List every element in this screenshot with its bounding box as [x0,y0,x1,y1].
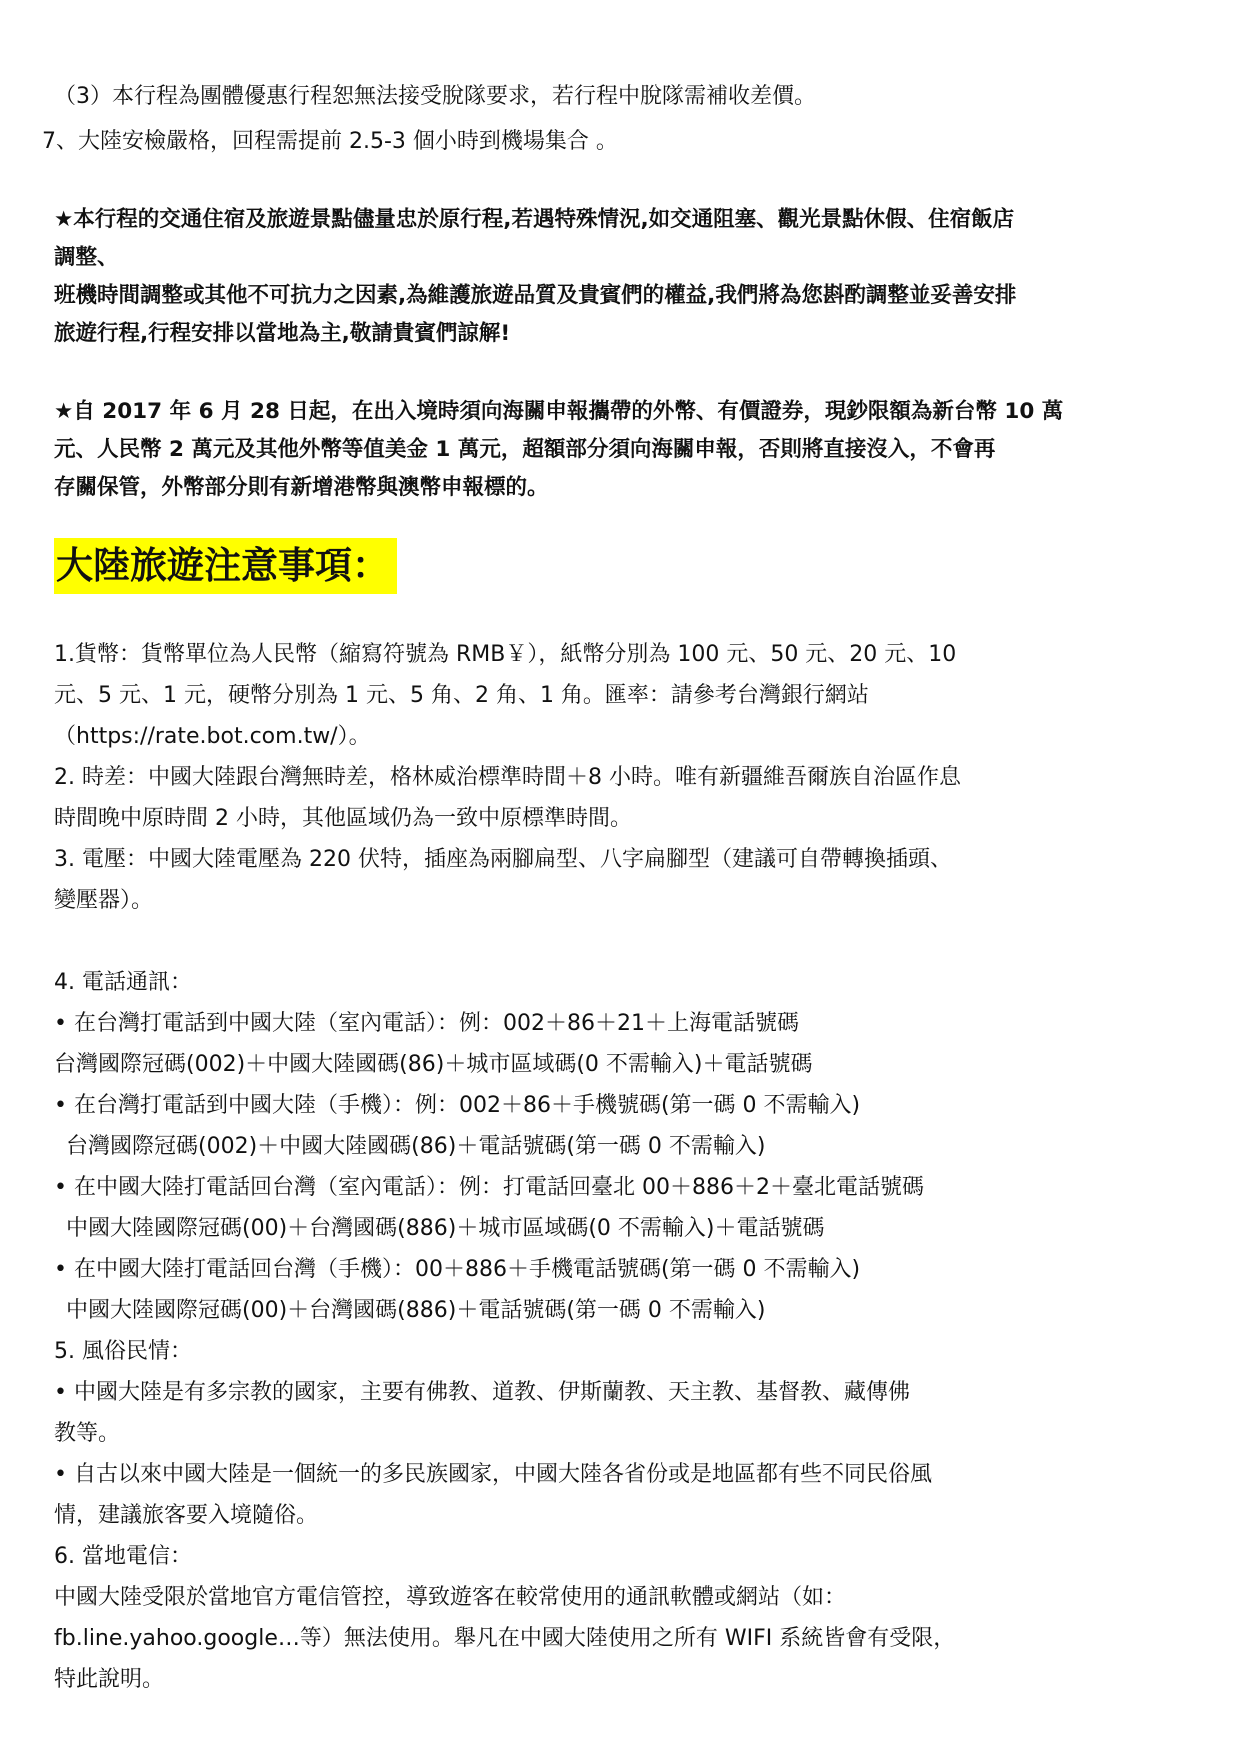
time-diff-line-1: 2. 時差：中國大陸跟台灣無時差，格林威治標準時間＋8 小時。唯有新疆維吾爾族自治區作息 [54,765,961,790]
currency-line-2: 元、5 元、1 元，硬幣分別為 1 元、5 角、2 角、1 角。匯率：請參考台灣銀行網站 [54,683,869,708]
time-diff-line-2: 時間晚中原時間 2 小時，其他區域仍為一致中原標準時間。 [54,806,632,831]
telecom-line-1: 中國大陸受限於當地官方電信管控，導致遊客在較常使用的通訊軟體或網站（如： [54,1585,847,1610]
customs-notice-line-3: 存關保管，外幣部分則有新增港幣與澳幣申報標的。 [54,475,549,500]
customs-notice-line-2: 元、人民幣 2 萬元及其他外幣等值美金 1 萬元，超額部分須向海關申報，否則將直接沒入，不會再 [54,437,996,462]
phone-item-2-b: 台灣國際冠碼(002)＋中國大陸國碼(86)＋電話號碼(第一碼 0 不需輸入) [66,1134,766,1159]
phone-item-4-b: 中國大陸國際冠碼(00)＋台灣國碼(886)＋電話號碼(第一碼 0 不需輸入) [66,1298,766,1323]
telecom-title: 6. 當地電信： [54,1544,192,1569]
phone-item-3-b: 中國大陸國際冠碼(00)＋台灣國碼(886)＋城市區域碼(0 不需輸入)＋電話號碼 [66,1216,825,1241]
voltage-line-1: 3. 電壓：中國大陸電壓為 220 伏特，插座為兩腳扁型、八字扁腳型（建議可自帶轉換插頭、 [54,847,952,872]
phone-item-2-a: • 在台灣打電話到中國大陸（手機）：例：002＋86＋手機號碼(第一碼 0 不需輸入) [54,1093,861,1118]
customs-folk-item-1-b: 教等。 [54,1421,121,1446]
telecom-line-2: fb.line.yahoo.google…等）無法使用。舉凡在中國大陸使用之所有 WIFI 系統皆會有受限， [54,1626,956,1651]
note-7: 7、大陸安檢嚴格，回程需提前 2.5-3 個小時到機場集合 。 [42,129,618,154]
itinerary-notice-line-1: ★本行程的交通住宿及旅遊景點儘量忠於原行程,若遇特殊情況,如交通阻塞、觀光景點休假、住宿飯店 [54,207,1015,232]
customs-folk-title: 5. 風俗民情： [54,1339,192,1364]
itinerary-notice-line-2: 調整、 [54,245,119,270]
phone-title: 4. 電話通訊： [54,970,192,995]
customs-folk-item-2-a: • 自古以來中國大陸是一個統一的多民族國家，中國大陸各省份或是地區都有些不同民俗風 [54,1462,932,1487]
section-title: 大陸旅遊注意事項： [54,538,397,594]
customs-folk-item-2-b: 情，建議旅客要入境隨俗。 [54,1503,319,1528]
currency-line-3: （https://rate.bot.com.tw/）。 [54,724,371,749]
phone-item-1-a: • 在台灣打電話到中國大陸（室內電話）：例：002＋86＋21＋上海電話號碼 [54,1011,799,1036]
telecom-line-3: 特此說明。 [54,1667,165,1692]
phone-item-3-a: • 在中國大陸打電話回台灣（室內電話）：例：打電話回臺北 00＋886＋2＋臺北電話號碼 [54,1175,924,1200]
currency-line-1: 1.貨幣：貨幣單位為人民幣（縮寫符號為 RMB￥），紙幣分別為 100 元、50 元、20 元、10 [54,642,957,667]
phone-item-1-b: 台灣國際冠碼(002)＋中國大陸國碼(86)＋城市區域碼(0 不需輸入)＋電話號碼 [54,1052,813,1077]
customs-notice-line-1: ★自 2017 年 6 月 28 日起，在出入境時須向海關申報攜帶的外幣、有價證券，現鈔限額為新台幣 10 萬 [54,399,1064,424]
itinerary-notice-line-4: 旅遊行程,行程安排以當地為主,敬請貴賓們諒解! [54,321,511,346]
note-3: （3）本行程為團體優惠行程恕無法接受脫隊要求，若行程中脫隊需補收差價。 [54,84,816,109]
voltage-line-2: 變壓器）。 [54,888,154,913]
customs-folk-item-1-a: • 中國大陸是有多宗教的國家，主要有佛教、道教、伊斯蘭教、天主教、基督教、藏傳佛 [54,1380,910,1405]
phone-item-4-a: • 在中國大陸打電話回台灣（手機）：00＋886＋手機電話號碼(第一碼 0 不需輸入) [54,1257,861,1282]
itinerary-notice-line-3: 班機時間調整或其他不可抗力之因素,為維護旅遊品質及貴賓們的權益,我們將為您斟酌調整並妥善安排 [54,283,1017,308]
